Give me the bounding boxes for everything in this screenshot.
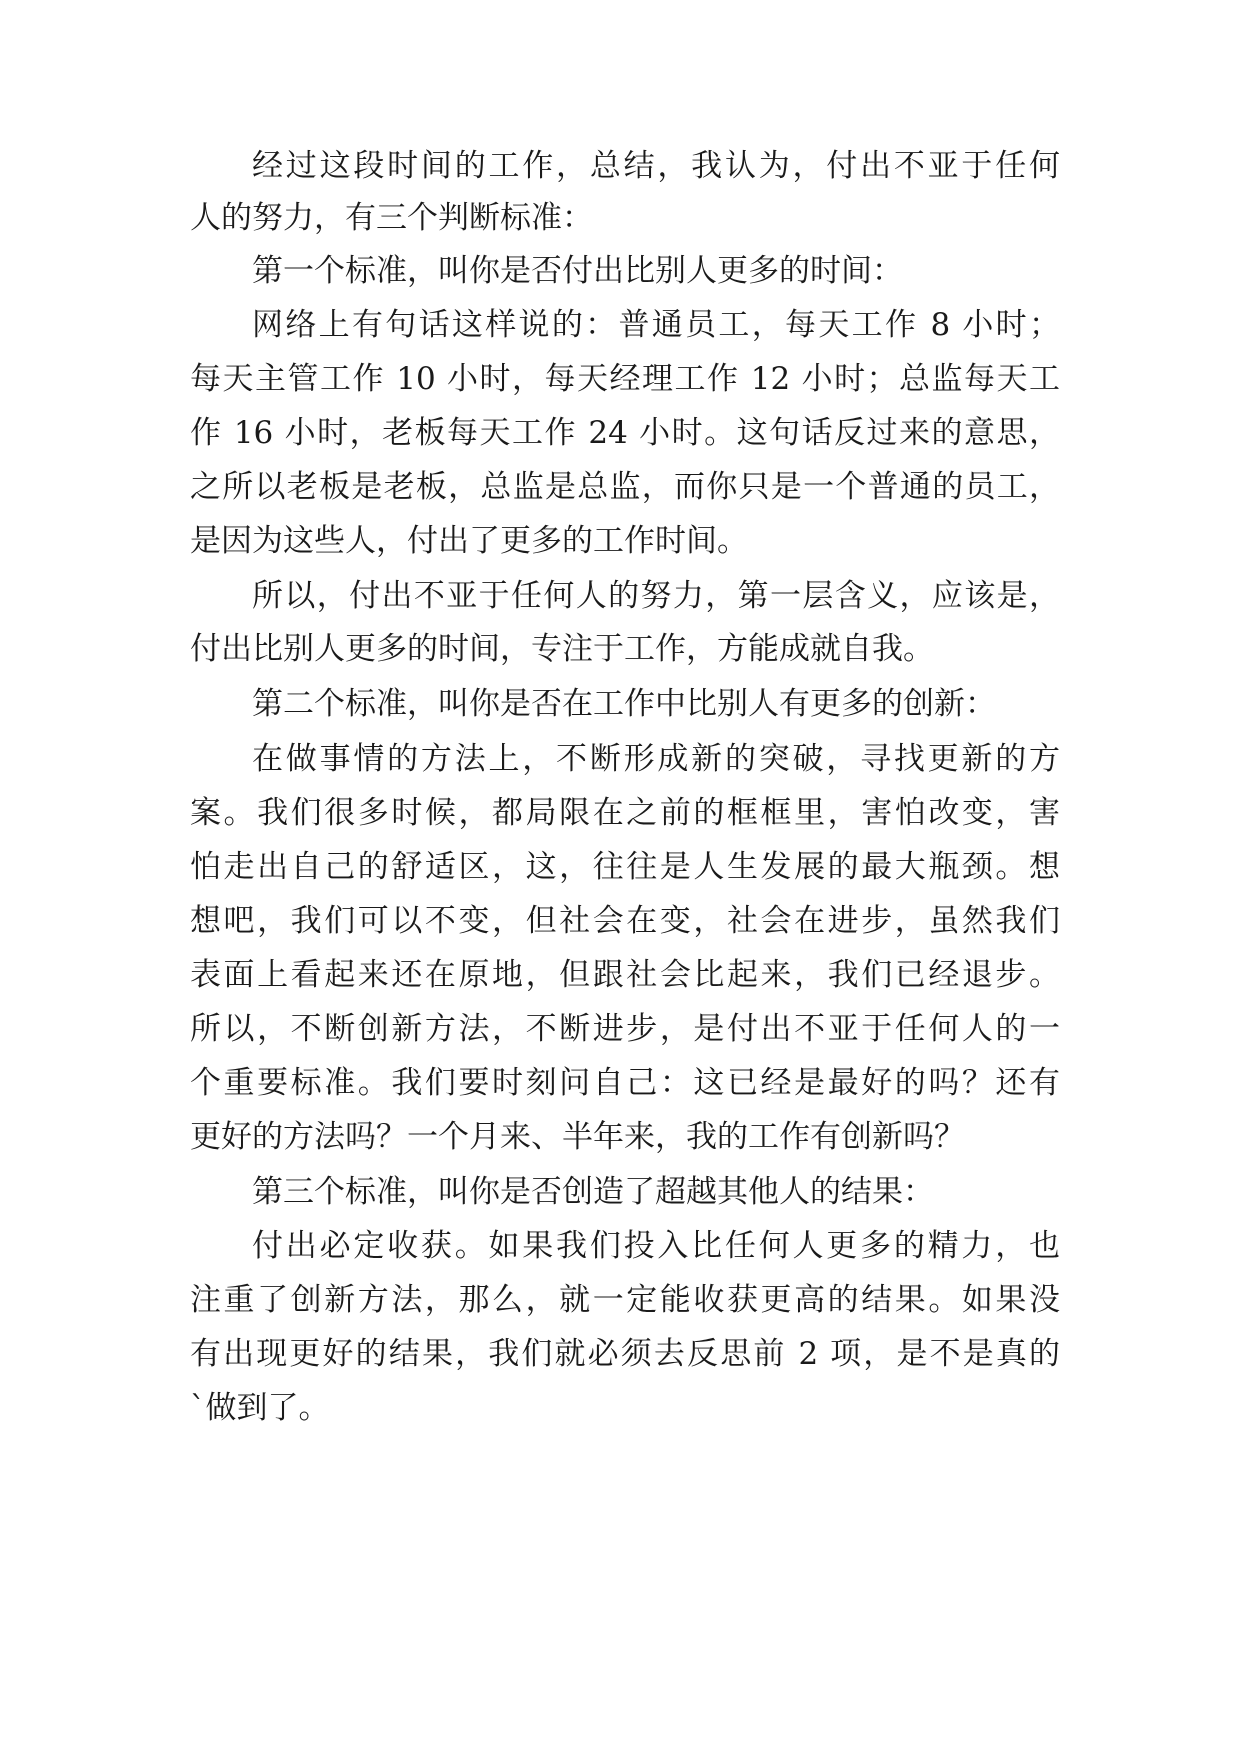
text-line: 第二个标准，叫你是否在工作中比别人有更多的创新： (252, 686, 996, 722)
text-line: 付出比别人更多的时间，专注于工作，方能成就自我。 (190, 631, 934, 667)
text-line: 表面上看起来还在原地，但跟社会比起来，我们已经退步。 (190, 957, 1060, 993)
text-line: 所以，不断创新方法，不断进步，是付出不亚于任何人的一 (190, 1011, 1060, 1047)
text-line: 第一个标准，叫你是否付出比别人更多的时间： (252, 253, 903, 289)
text-line: 注重了创新方法，那么，就一定能收获更高的结果。如果没 (190, 1282, 1060, 1318)
text-line: 付出必定收获。如果我们投入比任何人更多的精力，也 (252, 1228, 1060, 1264)
text-line: 怕走出自己的舒适区，这，往往是人生发展的最大瓶颈。想 (190, 849, 1060, 885)
text-line: 作 16 小时，老板每天工作 24 小时。这句话反过来的意思， (190, 415, 1060, 451)
text-line: `做到了。 (190, 1390, 330, 1426)
text-line: 案。我们很多时候，都局限在之前的框框里，害怕改变，害 (190, 795, 1060, 831)
text-line: 在做事情的方法上，不断形成新的突破，寻找更新的方 (252, 741, 1060, 777)
text-line: 有出现更好的结果，我们就必须去反思前 2 项，是不是真的 (190, 1336, 1060, 1372)
text-line: 经过这段时间的工作，总结，我认为，付出不亚于任何 (252, 148, 1060, 184)
text-line: 第三个标准，叫你是否创造了超越其他人的结果： (252, 1174, 934, 1210)
text-line: 人的努力，有三个判断标准： (190, 200, 593, 236)
text-line: 更好的方法吗？一个月来、半年来，我的工作有创新吗？ (190, 1119, 965, 1155)
text-line: 想吧，我们可以不变，但社会在变，社会在进步，虽然我们 (190, 903, 1060, 939)
text-line: 每天主管工作 10 小时，每天经理工作 12 小时；总监每天工 (190, 361, 1060, 397)
text-line: 之所以老板是老板，总监是总监，而你只是一个普通的员工， (190, 469, 1060, 505)
text-line: 网络上有句话这样说的：普通员工，每天工作 8 小时； (252, 307, 1060, 343)
text-line: 个重要标准。我们要时刻问自己：这已经是最好的吗？还有 (190, 1065, 1060, 1101)
text-line: 所以，付出不亚于任何人的努力，第一层含义，应该是， (252, 578, 1060, 614)
text-line: 是因为这些人，付出了更多的工作时间。 (190, 523, 748, 559)
